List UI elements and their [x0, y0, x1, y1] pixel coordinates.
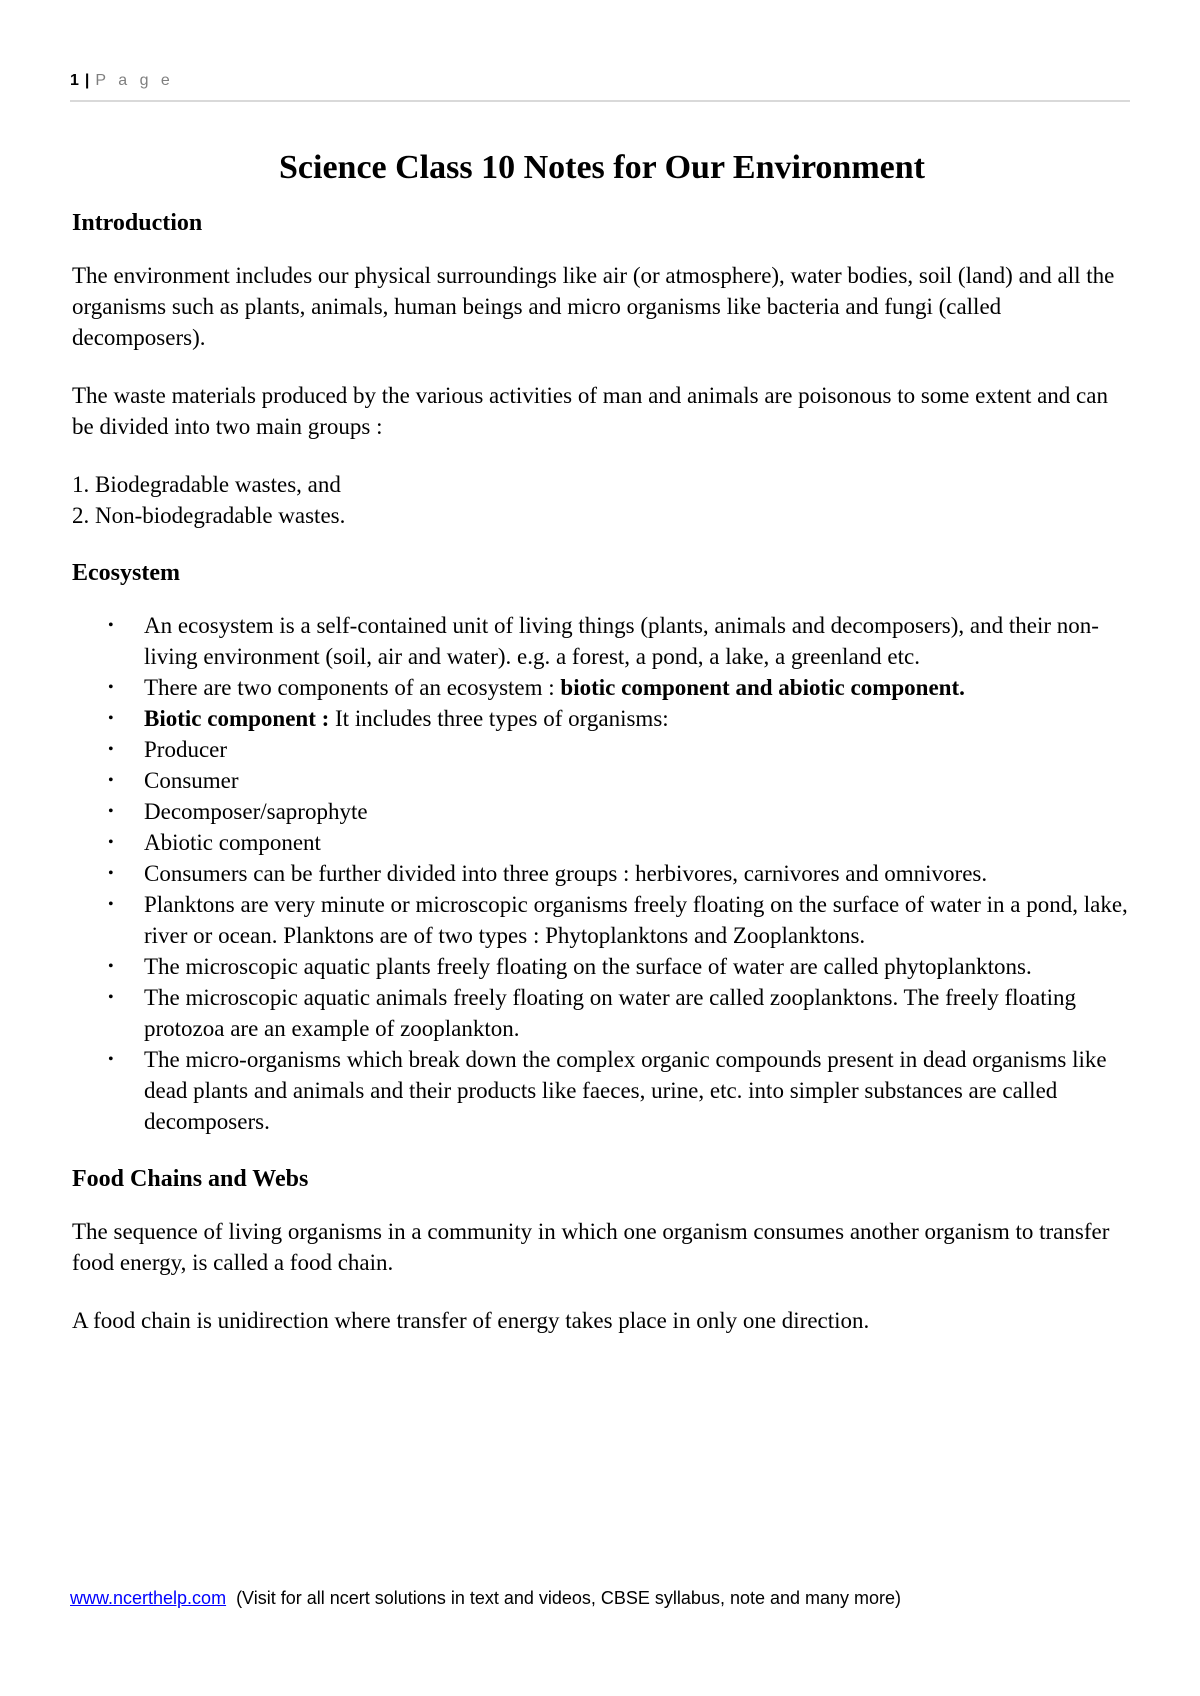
bullet-text: Consumers can be further divided into three groups : herbivores, carnivores and omnivores.: [144, 861, 988, 886]
page-number: 1: [70, 72, 79, 89]
list-item: [72, 703, 1132, 734]
introduction-paragraph-2: The waste materials produced by the various activities of man and animals are poisonous to some extent and can be divided into two main groups :: [72, 383, 1108, 439]
footer-note: (Visit for all ncert solutions in text and videos, CBSE syllabus, note and many more): [236, 1588, 902, 1608]
bullet-bold-text: Biotic component :: [144, 706, 330, 731]
list-item: [72, 610, 1132, 672]
bullet-icon: •: [108, 803, 114, 820]
ecosystem-bullet-list: [72, 610, 1132, 1137]
bullet-text: An ecosystem is a self-contained unit of living things (plants, animals and decomposers), and their non-living environment (soil, air and water). e.g. a forest, a pond, a lake, a greenland etc.: [144, 613, 1099, 669]
bullet-icon: •: [108, 958, 114, 975]
list-item: [72, 889, 1132, 951]
list-item: [72, 951, 1132, 982]
bullet-text: Producer: [144, 737, 228, 762]
list-item: [72, 858, 1132, 889]
bullet-icon: •: [108, 989, 114, 1006]
list-item: 2. Non-biodegradable wastes.: [72, 503, 346, 528]
introduction-heading: Introduction: [72, 210, 203, 236]
header-separator: |: [84, 72, 90, 89]
list-item: [72, 796, 1132, 827]
document-body: [72, 148, 1132, 1363]
bullet-icon: •: [108, 741, 114, 758]
bullet-text: The micro-organisms which break down the complex organic compounds present in dead organisms like dead plants and animals and their products like faeces, urine, etc. into simpler substances are called decomposers.: [144, 1047, 1107, 1134]
list-item: [72, 1044, 1132, 1137]
bullet-text: It includes three types of organisms:: [329, 706, 669, 731]
introduction-paragraph-1: The environment includes our physical surroundings like air (or atmosphere), water bodies, soil (land) and all the organisms such as plants, animals, human beings and micro organisms like bacteria and fungi (called decomposers).: [72, 263, 1115, 350]
list-item: 1. Biodegradable wastes, and: [72, 472, 341, 497]
bullet-icon: •: [108, 617, 114, 634]
bullet-text: Abiotic component: [144, 830, 321, 855]
ecosystem-heading: Ecosystem: [72, 560, 180, 586]
list-item: [72, 734, 1132, 765]
food-chains-paragraph-1: The sequence of living organisms in a community in which one organism consumes another organism to transfer food energy, is called a food chain.: [72, 1219, 1110, 1275]
waste-types-list: [72, 469, 1132, 531]
bullet-text: Decomposer/saprophyte: [144, 799, 368, 824]
bullet-icon: •: [108, 896, 114, 913]
bullet-text: There are two components of an ecosystem :: [144, 675, 561, 700]
page-label: P a g e: [95, 72, 174, 89]
food-chains-paragraph-2: A food chain is unidirection where transfer of energy takes place in only one direction.: [72, 1308, 870, 1333]
bullet-text: The microscopic aquatic animals freely floating on water are called zooplanktons. The freely floating protozoa are an example of zooplankton.: [144, 985, 1076, 1041]
bullet-icon: •: [108, 865, 114, 882]
list-item: [72, 982, 1132, 1044]
bullet-text: Planktons are very minute or microscopic organisms freely floating on the surface of water in a pond, lake, river or ocean. Planktons are of two types : Phytoplanktons and Zooplanktons.: [144, 892, 1128, 948]
bullet-icon: •: [108, 834, 114, 851]
bullet-icon: •: [108, 772, 114, 789]
bullet-text: Consumer: [144, 768, 239, 793]
bullet-icon: •: [108, 1051, 114, 1068]
bullet-icon: •: [108, 679, 114, 696]
list-item: [72, 827, 1132, 858]
header-divider: [70, 100, 1130, 102]
bullet-bold-text: biotic component and abiotic component.: [560, 675, 965, 700]
document-title: Science Class 10 Notes for Our Environment: [279, 149, 925, 186]
bullet-icon: •: [108, 710, 114, 727]
website-link[interactable]: www.ncerthelp.com: [70, 1588, 227, 1608]
page-footer: [70, 1588, 1150, 1609]
food-chains-heading: Food Chains and Webs: [72, 1166, 309, 1192]
list-item: [72, 672, 1132, 703]
list-item: [72, 765, 1132, 796]
page-header: [70, 72, 1130, 90]
bullet-text: The microscopic aquatic plants freely floating on the surface of water are called phytoplanktons.: [144, 954, 1032, 979]
